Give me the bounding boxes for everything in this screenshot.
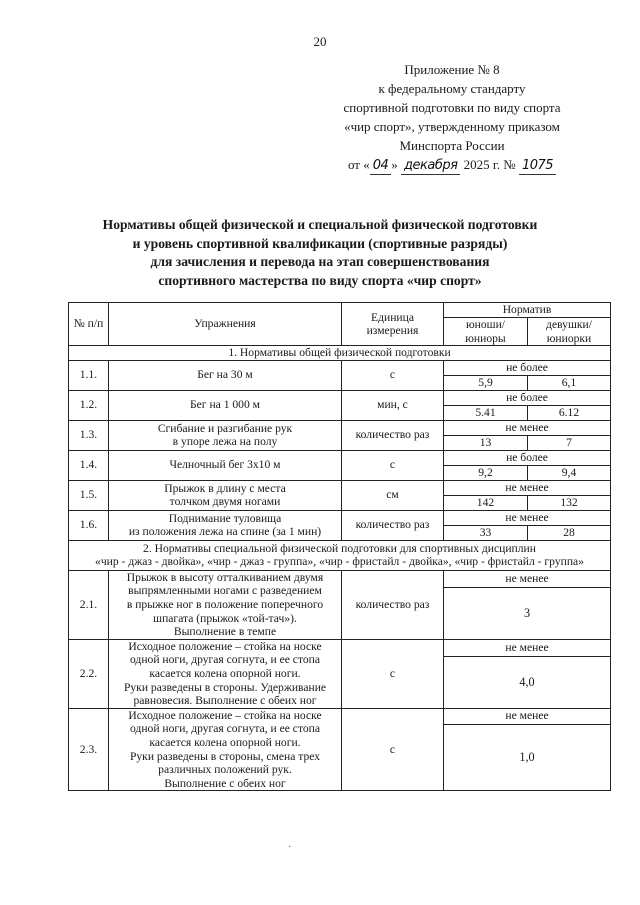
- exercise-name-line: выпрямленными ногами с разведением: [128, 584, 322, 598]
- row-number: 1.3.: [69, 420, 109, 450]
- exercise-name-line: различных положений рук.: [158, 763, 292, 777]
- exercise-name-line: в прыжке ног в положение поперечного: [126, 597, 324, 611]
- handwritten-month: декабря: [401, 158, 460, 175]
- norm-condition: не более: [444, 450, 611, 465]
- exercise-name: [109, 360, 342, 390]
- header-exercise: Упражнения: [109, 303, 342, 346]
- exercise-name: [109, 480, 342, 510]
- exercise-name: [109, 450, 342, 480]
- row-unit: с: [342, 450, 444, 480]
- row-unit: мин, с: [342, 390, 444, 420]
- exercise-name-line: Руки разведены в стороны, смена трех: [129, 749, 321, 763]
- exercise-name-line: Руки разведены в стороны. Удерживание: [123, 680, 327, 694]
- table-row: [69, 420, 611, 435]
- norms-table: [68, 302, 611, 791]
- exercise-name-line: Прыжок в высоту отталкиванием двумя: [126, 570, 324, 584]
- table-row: [69, 570, 611, 588]
- value-girls: 7: [528, 435, 611, 450]
- value-boys: 13: [444, 435, 528, 450]
- date-prefix: от «: [347, 157, 370, 172]
- norm-condition: не менее: [444, 570, 611, 588]
- exercise-name: [109, 390, 342, 420]
- norm-condition: не более: [444, 360, 611, 375]
- norm-condition: не более: [444, 390, 611, 405]
- exercise-name: [109, 639, 342, 708]
- table-row: [69, 708, 611, 724]
- exercise-name-line: Бег на 30 м: [197, 368, 253, 382]
- section-heading: 1. Нормативы общей физической подготовки: [69, 346, 611, 361]
- scan-mark: ·: [288, 842, 292, 853]
- exercise-name-line: касается колена опорной ноги.: [149, 666, 301, 680]
- row-unit: см: [342, 480, 444, 510]
- row-unit: с: [342, 639, 444, 708]
- exercise-name-line: равновесия. Выполнение с обеих ног: [133, 694, 317, 708]
- value-boys: 5.41: [444, 405, 528, 420]
- table-row: [69, 450, 611, 465]
- appendix-line: «чир спорт», утвержденному приказом: [344, 119, 560, 134]
- row-unit: количество раз: [342, 510, 444, 540]
- norm-condition: не менее: [444, 420, 611, 435]
- row-unit: количество раз: [342, 570, 444, 639]
- value-girls: 28: [528, 525, 611, 540]
- table-row: [69, 510, 611, 525]
- value-combined: 3: [444, 588, 611, 639]
- exercise-name-line: Поднимание туловища: [168, 511, 282, 525]
- title-line: Нормативы общей физической и специальной физической подготовки: [102, 217, 538, 232]
- exercise-name: [109, 570, 342, 639]
- row-number: 2.3.: [69, 708, 109, 791]
- exercise-name-line: Исходное положение – стойка на носке: [128, 708, 322, 722]
- row-unit: с: [342, 360, 444, 390]
- exercise-name: [109, 708, 342, 791]
- value-girls: 132: [528, 495, 611, 510]
- row-number: 1.1.: [69, 360, 109, 390]
- exercise-name-line: толчком двумя ногами: [169, 495, 281, 509]
- row-number: 1.2.: [69, 390, 109, 420]
- exercise-name-line: шпагата (прыжок «той-тач»).: [153, 611, 297, 625]
- appendix-line: Минспорта России: [399, 138, 505, 153]
- exercise-name-line: Челночный бег 3x10 м: [169, 458, 281, 472]
- exercise-name: [109, 420, 342, 450]
- row-number: 1.5.: [69, 480, 109, 510]
- handwritten-day: 04: [370, 158, 392, 175]
- row-unit: с: [342, 708, 444, 791]
- appendix-block: [302, 60, 602, 175]
- value-girls: 6,1: [528, 375, 611, 390]
- row-number: 1.4.: [69, 450, 109, 480]
- exercise-name-line: Исходное положение – стойка на носке: [128, 639, 322, 653]
- header-unit: Единица измерения: [342, 303, 444, 346]
- norm-condition: не менее: [444, 510, 611, 525]
- date-mid: »: [391, 157, 398, 172]
- row-number: 1.6.: [69, 510, 109, 540]
- value-boys: 33: [444, 525, 528, 540]
- page-number: 20: [313, 34, 327, 49]
- value-combined: 4,0: [444, 657, 611, 708]
- norm-condition: не менее: [444, 480, 611, 495]
- value-boys: 9,2: [444, 465, 528, 480]
- appendix-line: спортивной подготовки по виду спорта: [343, 100, 561, 115]
- exercise-name-line: одной ноги, другая согнута, и ее стопа: [129, 653, 321, 667]
- exercise-name-line: Прыжок в длину с места: [164, 481, 286, 495]
- value-girls: 9,4: [528, 465, 611, 480]
- document-title: [60, 216, 580, 290]
- header-girls: девушки/ юниорки: [528, 318, 611, 346]
- appendix-line: Приложение № 8: [404, 62, 500, 77]
- exercise-name-line: Выполнение с обеих ног: [164, 776, 286, 790]
- exercise-name-line: в упоре лежа на полу: [172, 435, 278, 449]
- table-row: [69, 639, 611, 657]
- title-line: и уровень спортивной квалификации (спортивные разряды): [132, 235, 508, 251]
- norm-condition: не менее: [444, 639, 611, 657]
- row-number: 2.1.: [69, 570, 109, 639]
- handwritten-order-number: 1075: [519, 158, 556, 175]
- section-heading-line: «чир - джаз - двойка», «чир - джаз - группа», «чир - фристайл - двойка», «чир - фристайл - группа»: [95, 555, 584, 569]
- exercise-name-line: касается колена опорной ноги.: [149, 735, 301, 749]
- title-line: для зачисления и перевода на этап совершенствования: [150, 254, 490, 269]
- header-norm: Норматив: [444, 303, 611, 318]
- value-boys: 142: [444, 495, 528, 510]
- table-row: [69, 480, 611, 495]
- value-girls: 6.12: [528, 405, 611, 420]
- header-num: № п/п: [69, 303, 109, 346]
- date-year: 2025 г. №: [463, 157, 516, 172]
- value-combined: 1,0: [444, 724, 611, 790]
- table-row: [69, 390, 611, 405]
- section-heading: [69, 540, 611, 570]
- exercise-name-line: из положения лежа на спине (за 1 мин): [128, 525, 322, 539]
- section-heading-line: 2. Нормативы специальной физической подготовки для спортивных дисциплин: [143, 541, 536, 555]
- exercise-name-line: Выполнение в темпе: [173, 625, 277, 639]
- header-boys: юноши/ юниоры: [444, 318, 528, 346]
- exercise-name-line: Сгибание и разгибание рук: [157, 421, 293, 435]
- exercise-name: [109, 510, 342, 540]
- title-line: спортивного мастерства по виду спорта «чир спорт»: [158, 272, 482, 288]
- appendix-line: к федеральному стандарту: [378, 81, 526, 96]
- exercise-name-line: Бег на 1 000 м: [189, 398, 261, 412]
- row-number: 2.2.: [69, 639, 109, 708]
- norm-condition: не менее: [444, 708, 611, 724]
- row-unit: количество раз: [342, 420, 444, 450]
- table-row: [69, 360, 611, 375]
- order-date-line: [302, 155, 602, 175]
- exercise-name-line: одной ноги, другая согнута, и ее стопа: [129, 722, 321, 736]
- value-boys: 5,9: [444, 375, 528, 390]
